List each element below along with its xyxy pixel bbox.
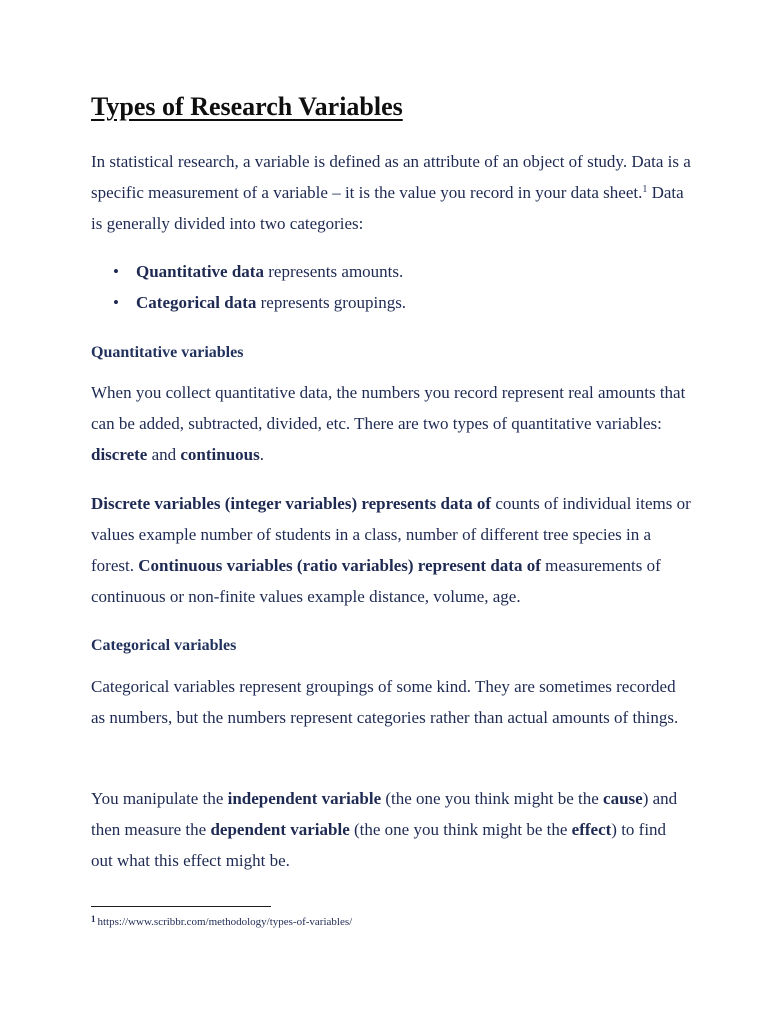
term-continuous-variables: Continuous variables (ratio variables) represent data of xyxy=(138,556,541,575)
discrete-continuous-paragraph xyxy=(91,488,691,612)
section-heading-categorical: Categorical variables xyxy=(91,637,237,654)
bullet-marker: • xyxy=(113,293,119,312)
list-item-term: Quantitative data xyxy=(136,262,264,281)
footnote-marker: 1 xyxy=(91,914,96,924)
paragraph-text: and xyxy=(147,445,181,464)
paragraph-text: When you collect quantitative data, the numbers you record represent real amounts that can be added, subtracted, divided, etc. There are two types of quantitative variables: xyxy=(91,383,686,433)
paragraph-text: measurements of continuous or non-finite values example distance, volume, age. xyxy=(91,556,661,606)
paragraph-text: You manipulate the xyxy=(91,789,228,808)
paragraph-text: . xyxy=(259,445,265,464)
footnote-divider xyxy=(91,906,271,907)
list-item xyxy=(91,287,406,318)
bullet-marker: • xyxy=(113,262,119,281)
intro-text: In statistical research, a variable is defined as an attribute of an object of study. Data is a specific measurement of a variable – it is the value you record in your data sheet. xyxy=(91,152,691,202)
paragraph-text: ) to find out what this effect might be. xyxy=(91,820,667,870)
term-dependent-variable: dependent variable xyxy=(210,820,350,839)
footnote xyxy=(91,914,352,928)
paragraph-text: (the one you think might be the xyxy=(349,820,572,839)
intro-paragraph xyxy=(91,146,691,239)
section-heading-quantitative: Quantitative variables xyxy=(91,344,244,361)
paragraph-text: (the one you think might be the xyxy=(381,789,604,808)
list-item xyxy=(91,256,406,287)
intro-text-continued: Data is generally divided into two categories: xyxy=(91,183,684,233)
list-item-term: Categorical data xyxy=(136,293,257,312)
term-cause: cause xyxy=(603,789,643,808)
data-categories-list xyxy=(91,256,406,318)
term-effect: effect xyxy=(571,820,612,839)
footnote-link[interactable]: https://www.scribbr.com/methodology/types-of-variables/ xyxy=(97,916,353,928)
term-discrete-variables: Discrete variables (integer variables) represents data of xyxy=(91,494,492,513)
term-continuous: continuous xyxy=(180,445,260,464)
term-independent-variable: independent variable xyxy=(227,789,382,808)
quantitative-paragraph xyxy=(91,377,691,470)
categorical-paragraph: Categorical variables represent groupings of some kind. They are sometimes recorded as numbers, but the numbers represent categories rather than actual amounts of things. xyxy=(91,677,679,727)
term-discrete: discrete xyxy=(91,445,148,464)
paragraph-text: counts of individual items or values example number of students in a class, number of different tree species in a forest. xyxy=(91,494,691,575)
independent-dependent-paragraph xyxy=(91,783,691,876)
document-title: Types of Research Variables xyxy=(91,92,403,121)
list-item-text: represents amounts. xyxy=(263,262,404,281)
paragraph-text: ) and then measure the xyxy=(91,789,678,839)
footnote-reference[interactable]: 1 xyxy=(642,184,648,195)
list-item-text: represents groupings. xyxy=(256,293,407,312)
